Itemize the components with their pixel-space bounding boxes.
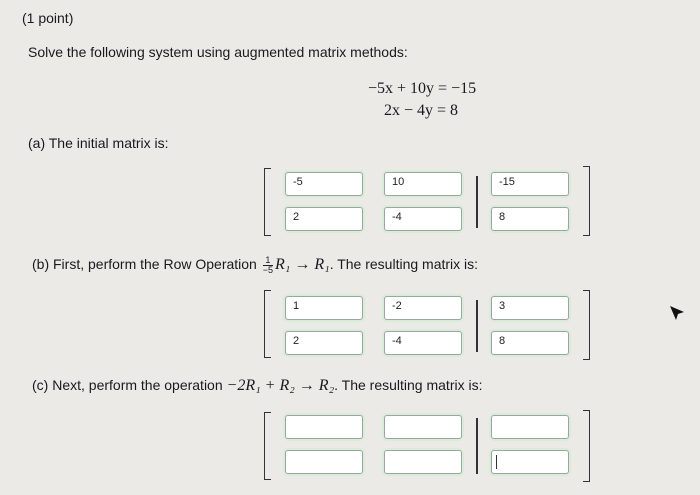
matrix-c-cell-r1c3[interactable] — [491, 415, 569, 439]
equation-1: −5x + 10y = −15 — [368, 80, 477, 97]
matrix-a-cell-r2c2[interactable]: -4 — [384, 207, 462, 231]
matrix-c-augment-bar — [476, 418, 478, 474]
matrix-a-cell-r1c2[interactable]: 10 — [384, 172, 462, 196]
part-b-label-prefix: (b) First, perform the Row Operation — [32, 256, 257, 273]
points-label: (1 point) — [22, 10, 74, 26]
matrix-a-cell-r1c3[interactable]: -15 — [491, 172, 569, 196]
part-c-label-prefix: (c) Next, perform the operation — [32, 377, 223, 393]
matrix-c-cell-r2c3[interactable] — [491, 450, 569, 474]
part-b-label-suffix: . The resulting matrix is: — [329, 256, 479, 273]
part-b-operation: R₁ → R₁ — [275, 256, 330, 274]
matrix-b-left-bracket — [264, 290, 271, 358]
matrix-b-right-bracket — [583, 290, 590, 360]
matrix-c-right-bracket — [583, 410, 590, 482]
matrix-a-cell-r2c3[interactable]: 8 — [491, 207, 569, 231]
matrix-b-cell-r2c2[interactable]: -4 — [384, 331, 462, 355]
matrix-b-cell-r1c2[interactable]: -2 — [384, 296, 462, 320]
part-a-label: (a) The initial matrix is: — [28, 135, 169, 151]
part-c-label — [32, 377, 483, 395]
matrix-c-cell-r1c1[interactable] — [285, 415, 363, 439]
matrix-b-augment-bar — [476, 300, 478, 352]
matrix-c-left-bracket — [264, 412, 271, 480]
matrix-c-cell-r1c2[interactable] — [384, 415, 462, 439]
mouse-cursor-icon — [668, 304, 686, 327]
part-b-fraction — [263, 256, 273, 275]
problem-instruction: Solve the following system using augmented matrix methods: — [28, 44, 408, 60]
matrix-b-cell-r2c3[interactable]: 8 — [491, 331, 569, 355]
part-c-label-suffix: . The resulting matrix is: — [334, 377, 483, 393]
part-c-operation: −2R₁ + R₂ → R₂ — [226, 377, 335, 394]
matrix-a-right-bracket — [583, 166, 590, 236]
matrix-a-cell-r2c1[interactable]: 2 — [285, 207, 363, 231]
matrix-a-left-bracket — [264, 168, 271, 236]
matrix-b-cell-r1c1[interactable]: 1 — [285, 296, 363, 320]
matrix-c-cell-r2c1[interactable] — [285, 450, 363, 474]
part-b-label — [32, 256, 478, 275]
matrix-c-cell-r2c2[interactable] — [384, 450, 462, 474]
part-b-fraction-numerator: 1 — [263, 256, 273, 266]
equation-2: 2x − 4y = 8 — [384, 102, 459, 119]
matrix-b-cell-r1c3[interactable]: 3 — [491, 296, 569, 320]
part-b-fraction-denominator: −5 — [262, 265, 274, 275]
text-caret — [496, 455, 497, 469]
matrix-a-cell-r1c1[interactable]: -5 — [285, 172, 363, 196]
matrix-a-augment-bar — [476, 176, 478, 228]
matrix-b-cell-r2c1[interactable]: 2 — [285, 331, 363, 355]
